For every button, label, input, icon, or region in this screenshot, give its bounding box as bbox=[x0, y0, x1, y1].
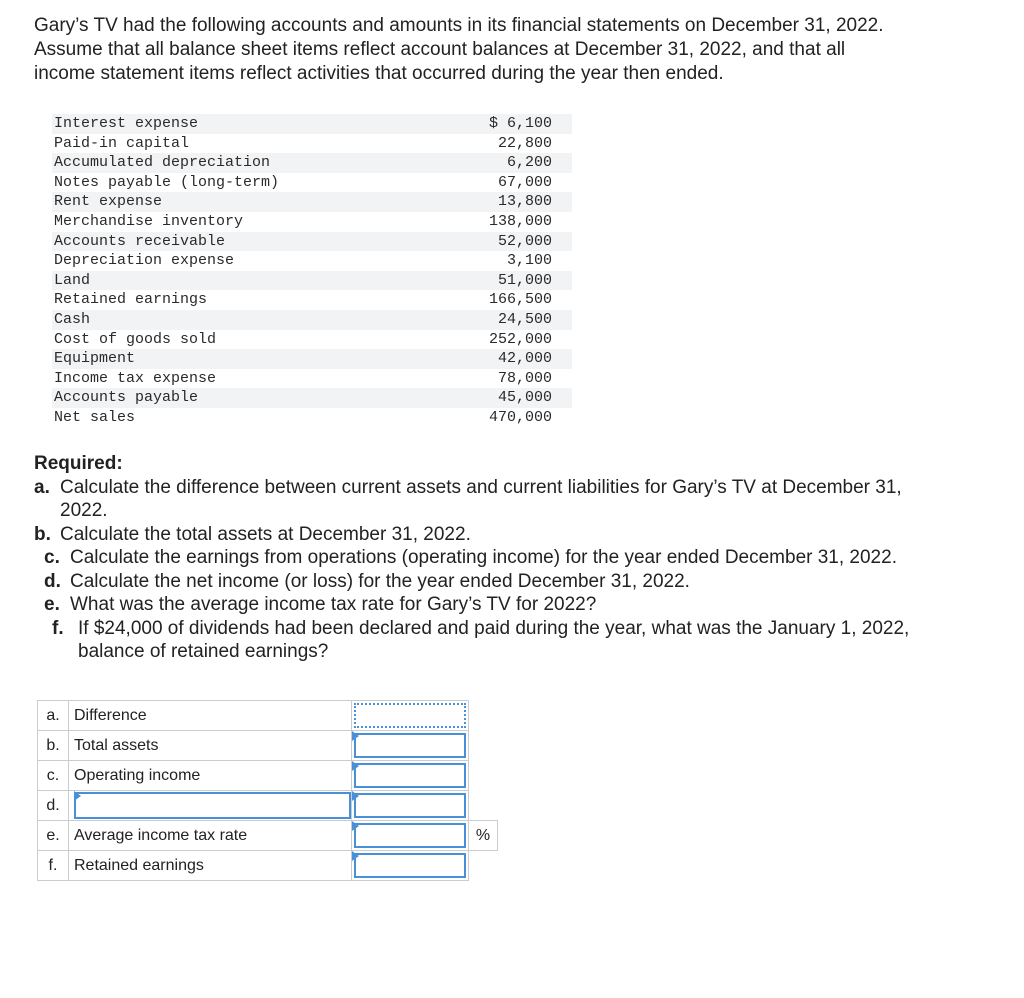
intro-line-3: income statement items reflect activities that occurred during the year then ended. bbox=[34, 63, 724, 84]
answer-row-c bbox=[38, 761, 498, 791]
account-amount: $ 6,100 bbox=[488, 115, 552, 132]
account-row bbox=[52, 388, 572, 408]
account-amount: 51,000 bbox=[497, 271, 552, 289]
account-amount: 252,000 bbox=[488, 330, 552, 348]
account-amount: 470,000 bbox=[488, 408, 552, 426]
question-text-cont: balance of retained earnings? bbox=[78, 641, 329, 662]
question-e bbox=[34, 593, 984, 617]
account-name: Land bbox=[54, 271, 91, 289]
account-name: Interest expense bbox=[54, 115, 199, 132]
answer-letter: a. bbox=[38, 701, 69, 731]
account-amount: 13,800 bbox=[497, 193, 552, 211]
problem-intro bbox=[34, 14, 994, 86]
question-f bbox=[34, 617, 984, 664]
input-marker-icon bbox=[352, 791, 359, 801]
account-amount: 138,000 bbox=[488, 212, 552, 230]
account-amount: 166,500 bbox=[488, 291, 552, 309]
account-row bbox=[52, 173, 572, 193]
account-amount: 3,100 bbox=[506, 252, 552, 270]
account-row bbox=[52, 330, 572, 350]
question-letter: f. bbox=[52, 617, 64, 639]
required-section bbox=[34, 452, 984, 664]
input-marker-icon bbox=[352, 851, 359, 861]
account-row bbox=[52, 271, 572, 291]
account-name: Accounts receivable bbox=[54, 232, 226, 250]
account-name: Net sales bbox=[54, 408, 136, 426]
account-name: Notes payable (long-term) bbox=[54, 173, 280, 191]
question-letter: d. bbox=[44, 570, 61, 592]
net-income-label-input[interactable] bbox=[74, 792, 351, 819]
account-name: Merchandise inventory bbox=[54, 212, 244, 230]
question-letter: a. bbox=[34, 476, 50, 498]
question-text: Calculate the earnings from operations (operating income) for the year ended December 31, 2022. bbox=[70, 547, 897, 568]
account-amount: 22,800 bbox=[497, 134, 552, 152]
answer-label: Operating income bbox=[69, 761, 352, 791]
answer-row-a bbox=[38, 701, 498, 731]
question-d bbox=[34, 570, 984, 594]
answer-letter: b. bbox=[38, 731, 69, 761]
account-row bbox=[52, 212, 572, 232]
total-assets-input[interactable] bbox=[354, 733, 466, 758]
question-letter: c. bbox=[44, 547, 60, 568]
answer-a-cell bbox=[352, 701, 469, 731]
input-marker-icon bbox=[74, 791, 81, 801]
answer-letter: f. bbox=[38, 851, 69, 881]
account-row bbox=[52, 349, 572, 369]
account-name: Accumulated depreciation bbox=[54, 154, 271, 172]
net-income-input[interactable] bbox=[354, 793, 466, 818]
answer-row-e bbox=[38, 821, 498, 851]
difference-input[interactable] bbox=[354, 703, 466, 728]
account-name: Equipment bbox=[54, 350, 136, 368]
account-amount: 45,000 bbox=[497, 389, 552, 407]
answer-label: Difference bbox=[69, 701, 352, 731]
account-name: Retained earnings bbox=[54, 291, 208, 309]
answer-table bbox=[37, 700, 498, 881]
answer-letter: e. bbox=[38, 821, 69, 851]
answer-c-cell bbox=[352, 761, 469, 791]
input-marker-icon bbox=[352, 761, 359, 771]
account-amount: 6,200 bbox=[506, 154, 552, 172]
question-b bbox=[34, 523, 984, 547]
question-letter: e. bbox=[44, 594, 60, 615]
account-row bbox=[52, 408, 572, 428]
account-name: Paid-in capital bbox=[54, 134, 190, 152]
question-text: What was the average income tax rate for Gary’s TV for 2022? bbox=[70, 594, 597, 615]
question-text: If $24,000 of dividends had been declared and paid during the year, what was the January 1, 2022, bbox=[78, 617, 910, 639]
question-text: Calculate the difference between current assets and current liabilities for Gary’s TV at December 31, bbox=[60, 476, 902, 498]
operating-income-input[interactable] bbox=[354, 763, 466, 788]
question-text: Calculate the total assets at December 31, 2022. bbox=[60, 523, 471, 545]
account-row bbox=[52, 134, 572, 154]
account-name: Cash bbox=[54, 310, 91, 328]
account-name: Depreciation expense bbox=[54, 252, 235, 270]
account-row bbox=[52, 251, 572, 271]
account-amount: 78,000 bbox=[497, 369, 552, 387]
question-letter: b. bbox=[34, 523, 51, 545]
retained-earnings-input[interactable] bbox=[354, 853, 466, 878]
answer-label: Average income tax rate bbox=[69, 821, 352, 851]
account-name: Accounts payable bbox=[54, 389, 199, 407]
answer-label: Total assets bbox=[69, 731, 352, 761]
intro-line-1: Gary’s TV had the following accounts and amounts in its financial statements on December 31, 2022. bbox=[34, 15, 884, 36]
intro-line-2: Assume that all balance sheet items reflect account balances at December 31, 2022, and that all bbox=[34, 39, 846, 60]
account-amount: 52,000 bbox=[497, 232, 552, 250]
answer-label: Retained earnings bbox=[69, 851, 352, 881]
input-marker-icon bbox=[352, 821, 359, 831]
account-row bbox=[52, 369, 572, 389]
account-amount: 67,000 bbox=[497, 173, 552, 191]
account-amount: 24,500 bbox=[497, 310, 552, 328]
answer-row-d bbox=[38, 791, 498, 821]
answer-d-cell bbox=[352, 791, 469, 821]
account-row bbox=[52, 290, 572, 310]
account-row bbox=[52, 153, 572, 173]
tax-rate-input[interactable] bbox=[354, 823, 466, 848]
account-row bbox=[52, 310, 572, 330]
account-row bbox=[52, 232, 572, 252]
account-name: Rent expense bbox=[54, 193, 163, 211]
answer-row-b bbox=[38, 731, 498, 761]
account-amount: 42,000 bbox=[497, 350, 552, 368]
answer-letter: c. bbox=[38, 761, 69, 791]
required-heading: Required: bbox=[34, 453, 123, 474]
question-text: Calculate the net income (or loss) for the year ended December 31, 2022. bbox=[70, 570, 690, 592]
answer-letter: d. bbox=[38, 791, 69, 821]
account-name: Income tax expense bbox=[54, 369, 217, 387]
percent-unit: % bbox=[469, 821, 498, 851]
answer-b-cell bbox=[352, 731, 469, 761]
answer-f-cell bbox=[352, 851, 469, 881]
account-row bbox=[52, 114, 572, 134]
account-name: Cost of goods sold bbox=[54, 330, 217, 348]
accounts-table bbox=[52, 114, 572, 428]
answer-label-cell bbox=[69, 791, 352, 821]
question-a bbox=[34, 476, 984, 523]
answer-row-f bbox=[38, 851, 498, 881]
answer-e-cell bbox=[352, 821, 469, 851]
question-text-cont: 2022. bbox=[60, 500, 108, 521]
account-row bbox=[52, 192, 572, 212]
input-marker-icon bbox=[352, 731, 359, 741]
question-c bbox=[34, 546, 984, 570]
